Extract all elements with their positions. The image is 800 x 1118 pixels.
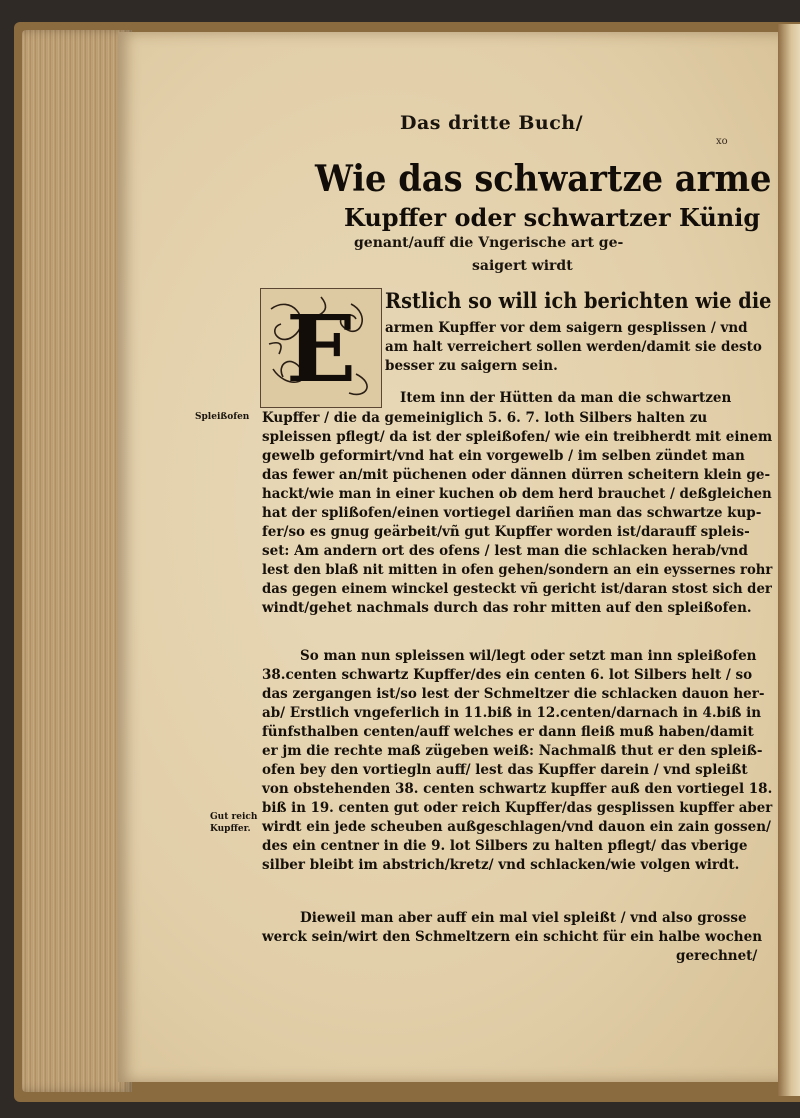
text-line: fer/so es gnug geärbeit/vñ gut Kupffer worden ist/darauff spleis- [262, 524, 750, 540]
chapter-title-line-4: saigert wirdt [472, 258, 573, 274]
marginal-note: Spleißofen [195, 412, 250, 422]
decorated-initial [260, 288, 382, 408]
text-line: wirdt ein jede scheuben außgeschlagen/vnd dauon ein zain gossen/ [262, 819, 771, 835]
text-line: hackt/wie man in einer kuchen ob dem herd brauchet / deßgleichen [262, 486, 772, 502]
svg-text:E: E [285, 295, 357, 403]
text-line: Dieweil man aber auff ein mal viel spleißt / vnd also grosse [300, 910, 747, 926]
text-line: am halt verreichert sollen werden/damit sie desto [385, 339, 762, 355]
text-line: besser zu saigern sein. [385, 358, 558, 374]
text-line: gerechnet/ [676, 948, 758, 964]
text-line: Item inn der Hütten da man die schwartzen [400, 390, 732, 406]
chapter-title-line-2: Kupffer oder schwartzer Künig [344, 203, 761, 232]
folio-number: xo [716, 136, 728, 147]
text-line: silber bleibt im abstrich/kretz/ vnd schlacken/wie volgen wirdt. [262, 857, 740, 873]
chapter-title-line-3: genant/auff die Vngerische art ge- [354, 235, 624, 251]
page-gutter [778, 24, 800, 1096]
text-line: set: Am andern ort des ofens / lest man die schlacken herab/vnd [262, 543, 748, 559]
text-line: Rstlich so will ich berichten wie die [385, 288, 772, 313]
text-line: gewelb geformirt/vnd hat ein vorgewelb / im selben zündet man [262, 448, 745, 464]
marginal-note: Gut reich [210, 812, 258, 822]
text-line: des ein centner in die 9. lot Silbers zu halten pflegt/ das vberige [262, 838, 748, 854]
text-line: spleissen pflegt/ da ist der spleißofen/ wie ein treibherdt mit einem [262, 429, 773, 445]
text-line: von obstehenden 38. centen schwartz kupffer auß den vortiegel 18. [262, 781, 773, 797]
text-line: windt/gehet nachmals durch das rohr mitten auf den spleißofen. [262, 600, 752, 616]
text-line: 38.centen schwartz Kupffer/des ein centen 6. lot Silbers helt / so [262, 667, 753, 683]
text-line: armen Kupffer vor dem saigern gesplissen / vnd [385, 320, 748, 336]
text-line: Kupffer / die da gemeiniglich 5. 6. 7. loth Silbers halten zu [262, 410, 708, 426]
text-line: So man nun spleissen wil/legt oder setzt man inn spleißofen [300, 648, 757, 664]
text-line: er jm die rechte maß zügeben weiß: Nachmalß thut er den spleiß- [262, 743, 763, 759]
text-line: ab/ Erstlich vngeferlich in 11.biß in 12.centen/darnach in 4.biß in [262, 705, 762, 721]
text-line: hat der splißofen/einen vortiegel dariñen man das schwartze kup- [262, 505, 762, 521]
page-edges [22, 30, 132, 1092]
text-line: lest den blaß nit mitten in ofen gehen/sondern an ein eyssernes rohr [262, 562, 773, 578]
chapter-title-line-1: Wie das schwartze arme [315, 158, 772, 200]
text-line: fünfsthalben centen/auff welches er dann fleiß muß haben/damit [262, 724, 754, 740]
text-line: ofen bey den vortiegln auff/ lest das Kupffer darein / vnd spleißt [262, 762, 748, 778]
marginal-note: Kupffer. [210, 824, 251, 834]
text-line: das zergangen ist/so lest der Schmeltzer die schlacken dauon her- [262, 686, 765, 702]
text-line: werck sein/wirt den Schmeltzern ein schicht für ein halbe wochen [262, 929, 763, 945]
text-line: biß in 19. centen gut oder reich Kupffer/das gesplissen kupffer aber [262, 800, 773, 816]
text-line: das fewer an/mit püchenen oder dännen dürren scheitern klein ge- [262, 467, 771, 483]
running-head: Das dritte Buch/ [400, 112, 584, 134]
initial-ornament-icon [261, 289, 381, 407]
text-line: das gegen einem winckel gesteckt vñ gericht ist/daran stost sich der [262, 581, 772, 597]
